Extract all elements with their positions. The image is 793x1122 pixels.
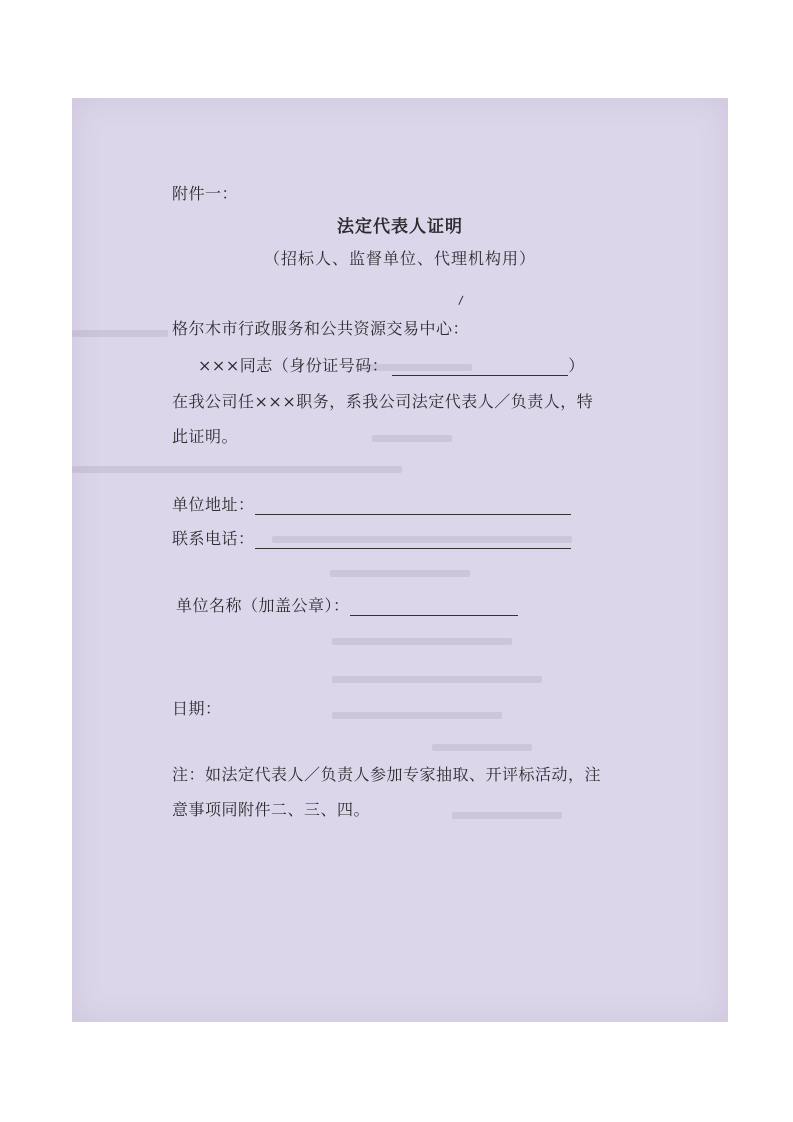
date-label: 日期： — [172, 699, 222, 718]
addressee: 格尔木市行政服务和公共资源交易中心： — [172, 319, 470, 338]
address-row — [172, 495, 571, 515]
org-name-row — [176, 596, 518, 616]
address-blank[interactable] — [255, 498, 571, 515]
bleed-through-mark — [372, 435, 452, 442]
holder-line — [198, 356, 585, 376]
bleed-through-mark — [332, 712, 502, 719]
phone-label: 联系电话： — [172, 529, 255, 548]
address-label: 单位地址： — [172, 495, 255, 514]
document-subtitle: （招标人、监督单位、代理机构用） — [263, 249, 536, 268]
pen-mark — [458, 296, 470, 309]
document-page — [72, 98, 728, 1022]
org-name-label: 单位名称（加盖公章）： — [176, 596, 350, 615]
bleed-through-mark — [72, 330, 168, 337]
bleed-through-mark — [452, 812, 562, 819]
bleed-through-mark — [432, 744, 532, 751]
document-title: 法定代表人证明 — [337, 217, 463, 237]
org-name-blank[interactable] — [350, 599, 518, 616]
note-line-1: 注：如法定代表人／负责人参加专家抽取、开评标活动，注 — [172, 765, 602, 784]
phone-blank[interactable] — [255, 532, 571, 549]
bleed-through-mark — [332, 638, 512, 645]
bleed-through-mark — [330, 570, 470, 577]
body-text-line-1: 在我公司任×××职务，系我公司法定代表人／负责人，特 — [172, 392, 594, 411]
bleed-through-mark — [332, 676, 542, 683]
bleed-through-mark — [72, 466, 402, 473]
holder-prefix: ×××同志（身份证号码： — [198, 356, 389, 375]
attachment-label: 附件一： — [172, 184, 239, 203]
phone-row — [172, 529, 571, 549]
holder-suffix: ） — [568, 356, 585, 375]
body-text-line-2: 此证明。 — [172, 427, 239, 446]
id-number-blank[interactable] — [392, 359, 568, 376]
note-line-2: 意事项同附件二、三、四。 — [172, 800, 371, 819]
